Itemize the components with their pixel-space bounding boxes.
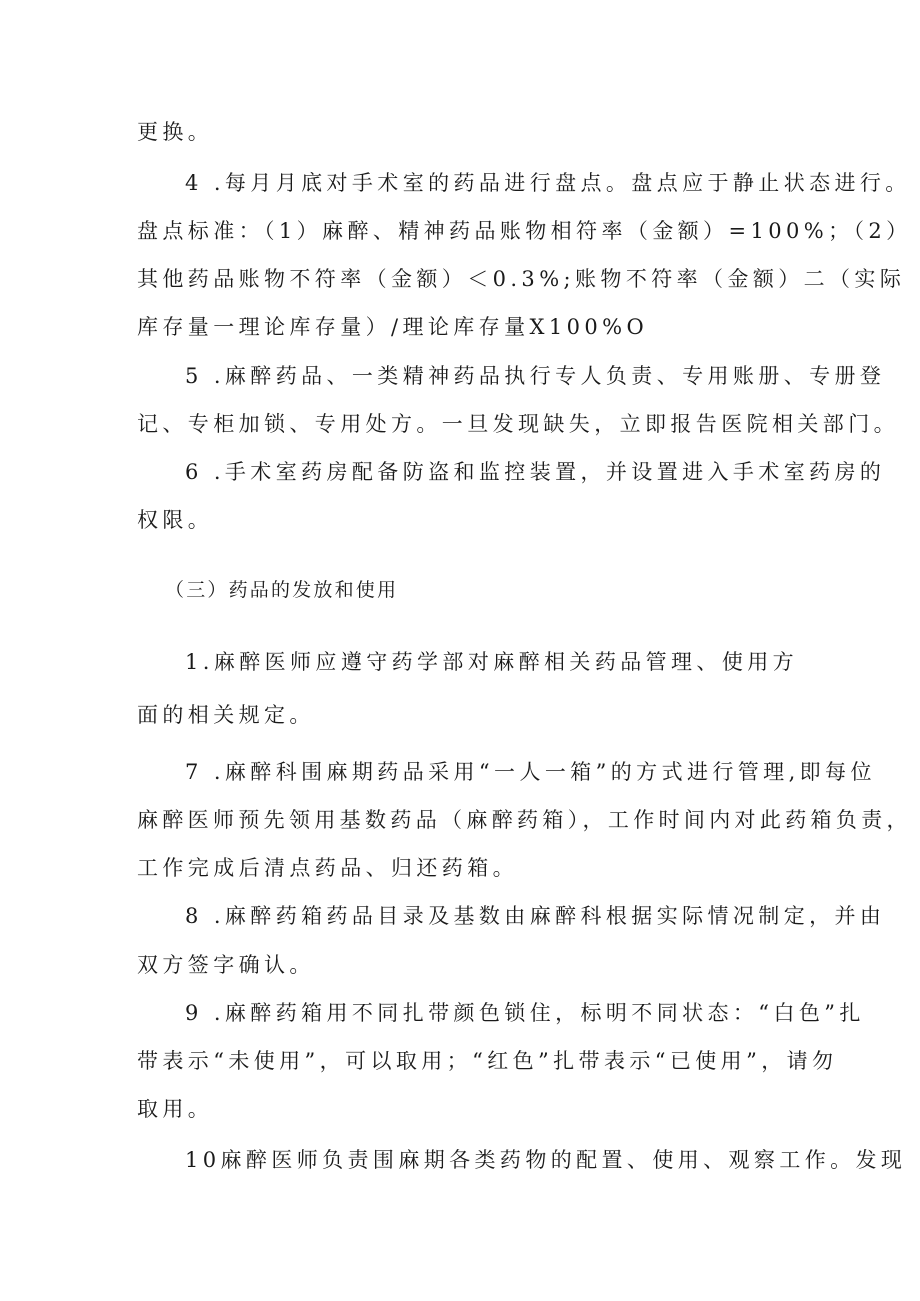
item-8-line-1: 8 .麻醉药箱药品目录及基数由麻醉科根据实际情况制定，并由: [185, 904, 886, 928]
item-9-line-3: 取用。: [137, 1097, 214, 1121]
item-1-line-2: 面的相关规定。: [137, 703, 315, 727]
item-1-line-1: 1.麻醉医师应遵守药学部对麻醉相关药品管理、使用方: [185, 650, 799, 674]
item-6-line-2: 权限。: [137, 508, 214, 532]
item-8-line-2: 双方签字确认。: [137, 953, 315, 977]
item-9-line-1: 9 .麻醉药箱用不同扎带颜色锁住，标明不同状态：“白色”扎: [185, 1001, 865, 1025]
text-line: 更换。: [137, 120, 214, 144]
section-heading: （三）药品的发放和使用: [165, 579, 399, 601]
item-7-line-3: 工作完成后清点药品、归还药箱。: [137, 856, 518, 880]
item-4-line-3: 其他药品账物不符率（金额）＜0.3%;账物不符率（金额）二（实际: [137, 267, 906, 291]
item-4-line-2: 盘点标准：（1）麻醉、精神药品账物相符率（金额）=100%；（2）: [137, 219, 912, 243]
item-6-line-1: 6 .手术室药房配备防盗和监控装置，并设置进入手术室药房的: [185, 460, 886, 484]
item-10-line-1: 10麻醉医师负责围麻期各类药物的配置、使用、观察工作。发现: [185, 1148, 907, 1172]
item-7-line-2: 麻醉医师预先领用基数药品（麻醉药箱），工作时间内对此药箱负责，: [137, 808, 912, 832]
item-4-line-4: 库存量一理论库存量）/理论库存量X100%O: [137, 315, 649, 339]
item-9-line-2: 带表示“未使用”，可以取用；“红色”扎带表示“已使用”，请勿: [137, 1049, 838, 1073]
item-5-line-1: 5 .麻醉药品、一类精神药品执行专人负责、专用账册、专册登: [185, 364, 886, 388]
item-4-line-1: 4 .每月月底对手术室的药品进行盘点。盘点应于静止状态进行。: [185, 171, 911, 195]
item-7-line-1: 7 .麻醉科围麻期药品采用“一人一箱”的方式进行管理,即每位: [185, 760, 876, 784]
item-5-line-2: 记、专柜加锁、专用处方。一旦发现缺失，立即报告医院相关部门。: [137, 412, 899, 436]
